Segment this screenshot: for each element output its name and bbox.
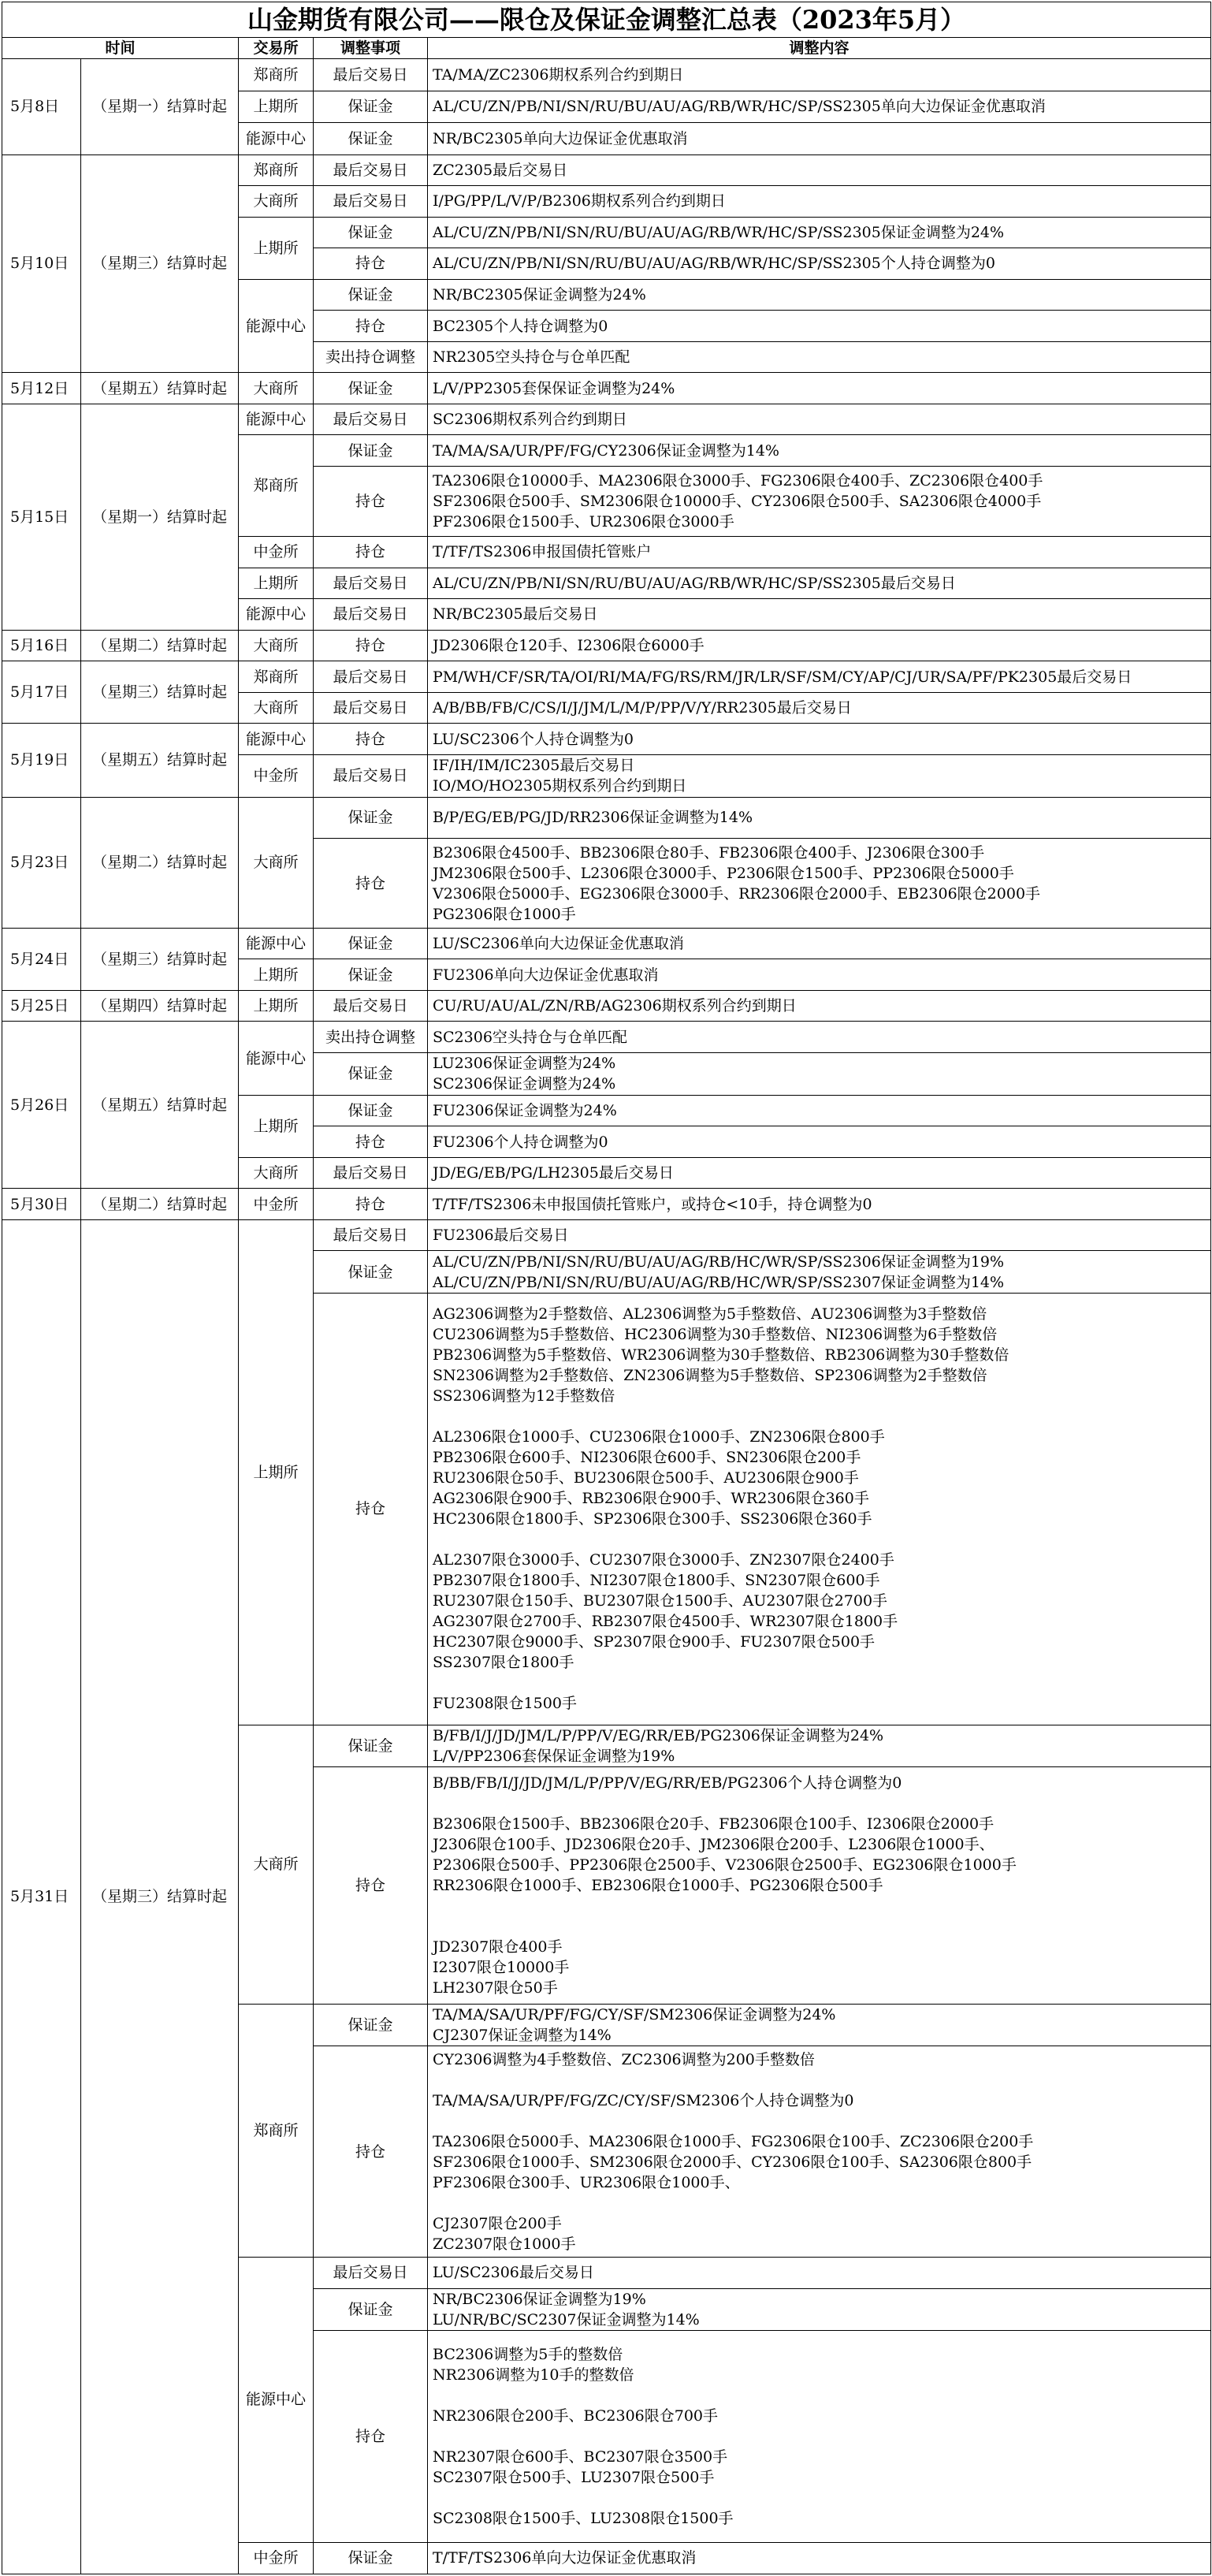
adjustment-content-cell: AL/CU/ZN/PB/NI/SN/RU/BU/AU/AG/RB/WR/HC/SP/SS2305单向大边保证金优惠取消	[428, 91, 1211, 123]
adjustment-item-cell: 保证金	[314, 435, 428, 467]
adjustment-content-cell: JD2306限仓120手、I2306限仓6000手	[428, 630, 1211, 661]
exchange-cell: 能源中心	[239, 1022, 314, 1095]
title-row	[2, 2, 1211, 38]
adjustment-content-cell: T/TF/TS2306单向大边保证金优惠取消	[428, 2542, 1211, 2574]
adjustment-item-cell: 最后交易日	[314, 661, 428, 693]
adjustment-item-cell: 最后交易日	[314, 599, 428, 631]
adjustment-content-cell: IF/IH/IM/IC2305最后交易日 IO/MO/HO2305期权系列合约到期日	[428, 754, 1211, 797]
date-cell: 5月16日	[2, 630, 81, 661]
table-row	[2, 1219, 1211, 1251]
adjustment-item-cell: 最后交易日	[314, 568, 428, 599]
table-row	[2, 724, 1211, 755]
adjustment-content-cell: B/P/EG/EB/PG/JD/RR2306保证金调整为14%	[428, 797, 1211, 839]
adjustment-content-cell: B2306限仓4500手、BB2306限仓80手、FB2306限仓400手、J2306限仓300手 JM2306限仓500手、L2306限仓3000手、P2306限仓1500手、PP2306限仓5000手 V2306限仓5000手、EG2306限仓3000手、RR2306限仓2000手、EB2306限仓2000手 PG2306限仓1000手	[428, 839, 1211, 929]
exchange-cell: 能源中心	[239, 2257, 314, 2542]
weekday-settlement-cell: （星期二）结算时起	[81, 797, 239, 928]
adjustment-item-cell: 保证金	[314, 2542, 428, 2574]
weekday-settlement-cell: （星期五）结算时起	[81, 724, 239, 797]
table-row	[2, 373, 1211, 404]
weekday-settlement-cell: （星期三）结算时起	[81, 661, 239, 724]
adjustment-content-cell: SC2306空头持仓与仓单匹配	[428, 1022, 1211, 1053]
exchange-cell: 上期所	[239, 91, 314, 123]
page-title: 山金期货有限公司——限仓及保证金调整汇总表（2023年5月）	[2, 2, 1211, 38]
table-row	[2, 661, 1211, 693]
adjustment-item-cell: 持仓	[314, 1126, 428, 1158]
adjustment-item-cell: 保证金	[314, 1725, 428, 1767]
exchange-cell: 中金所	[239, 537, 314, 568]
weekday-settlement-cell: （星期二）结算时起	[81, 630, 239, 661]
adjustment-item-cell: 持仓	[314, 1189, 428, 1220]
exchange-cell: 能源中心	[239, 724, 314, 755]
exchange-cell: 上期所	[239, 1219, 314, 1725]
adjustment-summary-sheet	[2, 2, 1210, 2574]
adjustment-content-cell: NR/BC2305保证金调整为24%	[428, 279, 1211, 311]
adjustment-table	[2, 2, 1211, 2574]
exchange-cell: 大商所	[239, 1157, 314, 1189]
adjustment-content-cell: AG2306调整为2手整数倍、AL2306调整为5手整数倍、AU2306调整为3手整数倍 CU2306调整为5手整数倍、HC2306调整为30手整数倍、NI2306调整为6手整数倍 PB2306调整为5手整数倍、WR2306调整为30手整数倍、RB2306调整为30手整数倍 SN2306调整为2手整数倍、ZN2306调整为5手整数倍、SP2306调整为2手整数倍 SS2306调整为12手整数倍 AL2306限仓1000手、CU2306限仓1000手、ZN2306限仓800手 PB2306限仓600手、NI2306限仓600手、SN2306限仓200手 RU2306限仓50手、BU2306限仓500手、AU2306限仓900手 AG2306限仓900手、RB2306限仓900手、WR2306限仓360手 HC2306限仓1800手、SP2306限仓300手、SS2306限仓360手 AL2307限仓3000手、CU2307限仓3000手、ZN2307限仓2400手 PB2307限仓1800手、NI2307限仓1800手、SN2307限仓600手 RU2307限仓150手、BU2307限仓1500手、AU2307限仓2700手 AG2307限仓2700手、RB2307限仓4500手、WR2307限仓1800手 HC2307限仓9000手、SP2307限仓900手、FU2307限仓500手 SS2307限仓1800手 FU2308限仓1500手	[428, 1294, 1211, 1725]
adjustment-item-cell: 最后交易日	[314, 1219, 428, 1251]
header-content: 调整内容	[428, 37, 1211, 58]
adjustment-item-cell: 持仓	[314, 537, 428, 568]
table-row	[2, 1022, 1211, 1053]
adjustment-item-cell: 持仓	[314, 2046, 428, 2258]
adjustment-item-cell: 保证金	[314, 797, 428, 839]
adjustment-item-cell: 持仓	[314, 839, 428, 929]
adjustment-content-cell: NR/BC2306保证金调整为19% LU/NR/BC/SC2307保证金调整为14%	[428, 2288, 1211, 2331]
adjustment-content-cell: LU/SC2306最后交易日	[428, 2257, 1211, 2288]
exchange-cell: 上期所	[239, 959, 314, 991]
adjustment-item-cell: 最后交易日	[314, 2257, 428, 2288]
adjustment-item-cell: 最后交易日	[314, 990, 428, 1022]
exchange-cell: 郑商所	[239, 2004, 314, 2257]
adjustment-item-cell: 最后交易日	[314, 186, 428, 218]
exchange-cell: 郑商所	[239, 58, 314, 91]
adjustment-item-cell: 卖出持仓调整	[314, 1022, 428, 1053]
exchange-cell: 能源中心	[239, 123, 314, 155]
exchange-cell: 大商所	[239, 692, 314, 724]
table-row	[2, 1189, 1211, 1220]
adjustment-content-cell: TA2306限仓10000手、MA2306限仓3000手、FG2306限仓400手、ZC2306限仓400手 SF2306限仓500手、SM2306限仓10000手、CY2306限仓500手、SA2306限仓4000手 PF2306限仓1500手、UR2306限仓3000手	[428, 466, 1211, 536]
adjustment-content-cell: CY2306调整为4手整数倍、ZC2306调整为200手整数倍 TA/MA/SA/UR/PF/FG/ZC/CY/SF/SM2306个人持仓调整为0 TA2306限仓5000手、MA2306限仓1000手、FG2306限仓100手、ZC2306限仓200手 SF2306限仓1000手、SM2306限仓2000手、CY2306限仓100手、SA2306限仓800手 PF2306限仓300手、UR2306限仓1000手、 CJ2307限仓200手 ZC2307限仓1000手	[428, 2046, 1211, 2258]
date-cell: 5月23日	[2, 797, 81, 928]
header-time: 时间	[2, 37, 239, 58]
exchange-cell: 上期所	[239, 217, 314, 279]
adjustment-content-cell: T/TF/TS2306未申报国债托管账户，或持仓<10手，持仓调整为0	[428, 1189, 1211, 1220]
exchange-cell: 能源中心	[239, 599, 314, 631]
adjustment-content-cell: JD/EG/EB/PG/LH2305最后交易日	[428, 1157, 1211, 1189]
adjustment-item-cell: 持仓	[314, 630, 428, 661]
exchange-cell: 能源中心	[239, 928, 314, 959]
header-exchange: 交易所	[239, 37, 314, 58]
adjustment-item-cell: 保证金	[314, 217, 428, 248]
adjustment-content-cell: I/PG/PP/L/V/P/B2306期权系列合约到期日	[428, 186, 1211, 218]
weekday-settlement-cell: （星期三）结算时起	[81, 1219, 239, 2574]
adjustment-item-cell: 最后交易日	[314, 58, 428, 91]
date-cell: 5月8日	[2, 58, 81, 154]
table-row	[2, 58, 1211, 91]
adjustment-item-cell: 保证金	[314, 1251, 428, 1294]
table-row	[2, 797, 1211, 839]
adjustment-item-cell: 保证金	[314, 928, 428, 959]
exchange-cell: 上期所	[239, 990, 314, 1022]
date-cell: 5月25日	[2, 990, 81, 1022]
exchange-cell: 能源中心	[239, 279, 314, 373]
exchange-cell: 大商所	[239, 797, 314, 928]
weekday-settlement-cell: （星期二）结算时起	[81, 1189, 239, 1220]
adjustment-item-cell: 持仓	[314, 248, 428, 280]
exchange-cell: 大商所	[239, 1725, 314, 2004]
adjustment-item-cell: 保证金	[314, 2288, 428, 2331]
adjustment-content-cell: NR/BC2305单向大边保证金优惠取消	[428, 123, 1211, 155]
adjustment-item-cell: 保证金	[314, 959, 428, 991]
exchange-cell: 郑商所	[239, 154, 314, 186]
exchange-cell: 大商所	[239, 186, 314, 218]
weekday-settlement-cell: （星期一）结算时起	[81, 404, 239, 630]
date-cell: 5月30日	[2, 1189, 81, 1220]
exchange-cell: 上期所	[239, 1095, 314, 1157]
adjustment-content-cell: T/TF/TS2306申报国债托管账户	[428, 537, 1211, 568]
table-row	[2, 928, 1211, 959]
weekday-settlement-cell: （星期三）结算时起	[81, 928, 239, 990]
exchange-cell: 中金所	[239, 2542, 314, 2574]
adjustment-item-cell: 持仓	[314, 724, 428, 755]
weekday-settlement-cell: （星期五）结算时起	[81, 373, 239, 404]
table-row	[2, 990, 1211, 1022]
exchange-cell: 上期所	[239, 568, 314, 599]
adjustment-content-cell: A/B/BB/FB/C/CS/I/J/JM/L/M/P/PP/V/Y/RR2305最后交易日	[428, 692, 1211, 724]
adjustment-content-cell: NR/BC2305最后交易日	[428, 599, 1211, 631]
adjustment-content-cell: ZC2305最后交易日	[428, 154, 1211, 186]
adjustment-content-cell: FU2306最后交易日	[428, 1219, 1211, 1251]
adjustment-content-cell: TA/MA/SA/UR/PF/FG/CY/SF/SM2306保证金调整为24% CJ2307保证金调整为14%	[428, 2004, 1211, 2046]
adjustment-content-cell: NR2305空头持仓与仓单匹配	[428, 341, 1211, 373]
weekday-settlement-cell: （星期一）结算时起	[81, 58, 239, 154]
adjustment-content-cell: BC2306调整为5手的整数倍 NR2306调整为10手的整数倍 NR2306限仓200手、BC2306限仓700手 NR2307限仓600手、BC2307限仓3500手 SC2307限仓500手、LU2307限仓500手 SC2308限仓1500手、LU2308限仓1500手	[428, 2331, 1211, 2543]
adjustment-item-cell: 保证金	[314, 2004, 428, 2046]
adjustment-content-cell: CU/RU/AU/AL/ZN/RB/AG2306期权系列合约到期日	[428, 990, 1211, 1022]
exchange-cell: 大商所	[239, 630, 314, 661]
exchange-cell: 中金所	[239, 1189, 314, 1220]
adjustment-content-cell: LU/SC2306个人持仓调整为0	[428, 724, 1211, 755]
adjustment-content-cell: LU/SC2306单向大边保证金优惠取消	[428, 928, 1211, 959]
adjustment-content-cell: SC2306期权系列合约到期日	[428, 404, 1211, 435]
adjustment-content-cell: AL/CU/ZN/PB/NI/SN/RU/BU/AU/AG/RB/WR/HC/SP/SS2305最后交易日	[428, 568, 1211, 599]
date-cell: 5月31日	[2, 1219, 81, 2574]
weekday-settlement-cell: （星期三）结算时起	[81, 154, 239, 373]
adjustment-content-cell: FU2306单向大边保证金优惠取消	[428, 959, 1211, 991]
date-cell: 5月17日	[2, 661, 81, 724]
adjustment-item-cell: 卖出持仓调整	[314, 341, 428, 373]
adjustment-content-cell: TA/MA/ZC2306期权系列合约到期日	[428, 58, 1211, 91]
adjustment-content-cell: L/V/PP2305套保保证金调整为24%	[428, 373, 1211, 404]
date-cell: 5月24日	[2, 928, 81, 990]
adjustment-item-cell: 持仓	[314, 311, 428, 342]
exchange-cell: 郑商所	[239, 435, 314, 537]
adjustment-content-cell: AL/CU/ZN/PB/NI/SN/RU/BU/AU/AG/RB/HC/WR/SP/SS2306保证金调整为19% AL/CU/ZN/PB/NI/SN/RU/BU/AU/AG/RB/HC/WR/SP/SS2307保证金调整为14%	[428, 1251, 1211, 1294]
table-row	[2, 154, 1211, 186]
adjustment-item-cell: 保证金	[314, 91, 428, 123]
adjustment-content-cell: FU2306个人持仓调整为0	[428, 1126, 1211, 1158]
adjustment-item-cell: 最后交易日	[314, 754, 428, 797]
adjustment-item-cell: 保证金	[314, 279, 428, 311]
date-cell: 5月19日	[2, 724, 81, 797]
header-row	[2, 37, 1211, 58]
adjustment-item-cell: 保证金	[314, 1095, 428, 1126]
adjustment-content-cell: BC2305个人持仓调整为0	[428, 311, 1211, 342]
adjustment-item-cell: 持仓	[314, 2331, 428, 2543]
date-cell: 5月10日	[2, 154, 81, 373]
adjustment-content-cell: FU2306保证金调整为24%	[428, 1095, 1211, 1126]
adjustment-item-cell: 保证金	[314, 373, 428, 404]
table-row	[2, 404, 1211, 435]
table-row	[2, 630, 1211, 661]
date-cell: 5月12日	[2, 373, 81, 404]
adjustment-content-cell: LU2306保证金调整为24% SC2306保证金调整为24%	[428, 1053, 1211, 1096]
adjustment-content-cell: AL/CU/ZN/PB/NI/SN/RU/BU/AU/AG/RB/WR/HC/SP/SS2305保证金调整为24%	[428, 217, 1211, 248]
adjustment-content-cell: B/BB/FB/I/J/JD/JM/L/P/PP/V/EG/RR/EB/PG2306个人持仓调整为0 B2306限仓1500手、BB2306限仓20手、FB2306限仓100手、I2306限仓2000手 J2306限仓100手、JD2306限仓20手、JM2306限仓200手、L2306限仓1000手、 P2306限仓500手、PP2306限仓2500手、V2306限仓2500手、EG2306限仓1000手 RR2306限仓1000手、EB2306限仓1000手、PG2306限仓500手 JD2307限仓400手 I2307限仓10000手 LH2307限仓50手	[428, 1767, 1211, 2004]
exchange-cell: 中金所	[239, 754, 314, 797]
date-cell: 5月26日	[2, 1022, 81, 1189]
adjustment-item-cell: 持仓	[314, 1767, 428, 2004]
adjustment-item-cell: 持仓	[314, 466, 428, 536]
weekday-settlement-cell: （星期四）结算时起	[81, 990, 239, 1022]
adjustment-item-cell: 最后交易日	[314, 404, 428, 435]
adjustment-content-cell: B/FB/I/J/JD/JM/L/P/PP/V/EG/RR/EB/PG2306保证金调整为24% L/V/PP2306套保保证金调整为19%	[428, 1725, 1211, 1767]
header-item: 调整事项	[314, 37, 428, 58]
date-cell: 5月15日	[2, 404, 81, 630]
weekday-settlement-cell: （星期五）结算时起	[81, 1022, 239, 1189]
exchange-cell: 大商所	[239, 373, 314, 404]
adjustment-content-cell: AL/CU/ZN/PB/NI/SN/RU/BU/AU/AG/RB/WR/HC/SP/SS2305个人持仓调整为0	[428, 248, 1211, 280]
adjustment-item-cell: 保证金	[314, 123, 428, 155]
adjustment-item-cell: 持仓	[314, 1294, 428, 1725]
exchange-cell: 郑商所	[239, 661, 314, 693]
adjustment-item-cell: 保证金	[314, 1053, 428, 1096]
adjustment-item-cell: 最后交易日	[314, 154, 428, 186]
adjustment-item-cell: 最后交易日	[314, 1157, 428, 1189]
exchange-cell: 能源中心	[239, 404, 314, 435]
adjustment-content-cell: PM/WH/CF/SR/TA/OI/RI/MA/FG/RS/RM/JR/LR/SF/SM/CY/AP/CJ/UR/SA/PF/PK2305最后交易日	[428, 661, 1211, 693]
adjustment-item-cell: 最后交易日	[314, 692, 428, 724]
adjustment-content-cell: TA/MA/SA/UR/PF/FG/CY2306保证金调整为14%	[428, 435, 1211, 467]
